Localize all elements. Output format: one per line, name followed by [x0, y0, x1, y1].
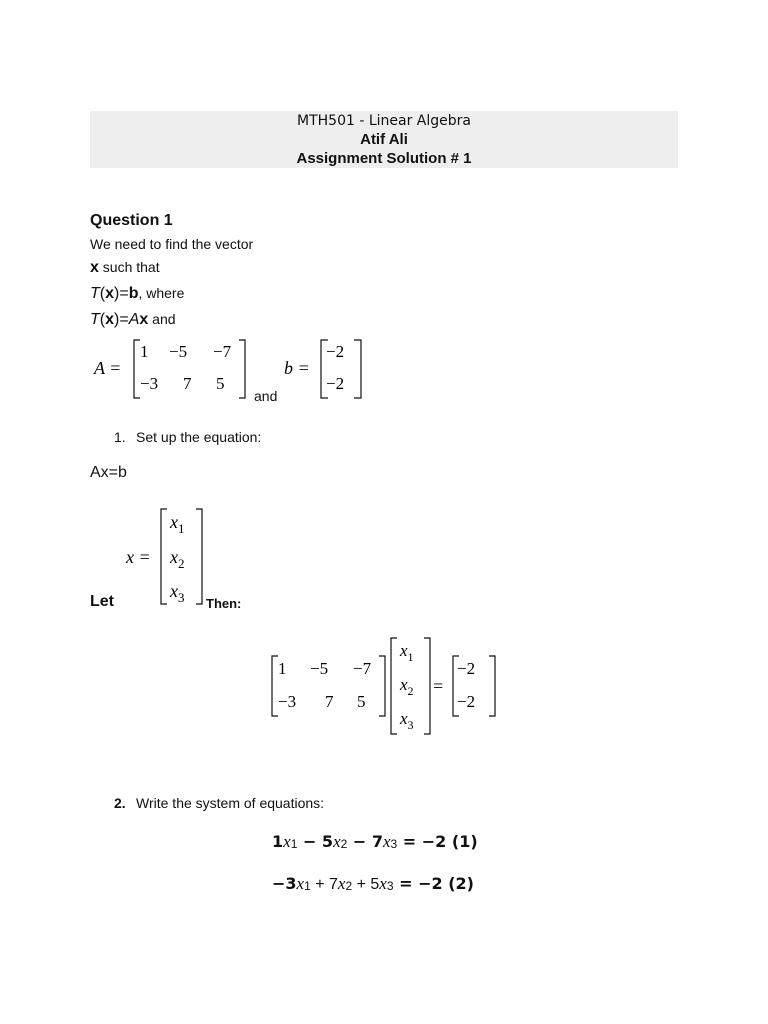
t-of-x-equals-ax-line — [90, 311, 176, 329]
eq-a-cell-1-2: −5 — [310, 659, 329, 678]
eq-vector-b-right-bracket — [489, 656, 495, 716]
eq2-coef-3: + 5 — [352, 876, 380, 893]
eq-x3-entry: $x_3$ — [400, 709, 414, 732]
eq-x1-entry: $x_1$ — [400, 641, 414, 664]
vector-x-definition — [120, 506, 210, 610]
x-symbol: x — [139, 311, 149, 328]
eq1-rhs: = −2 (1) — [397, 832, 478, 851]
rparen-equals: )= — [114, 311, 129, 328]
eq2-var-x: x — [379, 874, 387, 893]
lparen: ( — [99, 285, 106, 302]
assignment-title: Assignment Solution # 1 — [296, 150, 472, 167]
a-cell-1-2: −5 — [169, 342, 188, 361]
eq-b-cell-2: −2 — [457, 692, 476, 711]
eq2-sub-1: 1 — [304, 879, 311, 893]
vector-x-right-bracket — [196, 509, 202, 604]
eq2-sub-2: 2 — [345, 879, 353, 893]
x2-entry: $x_2$ — [170, 547, 185, 571]
lparen: ( — [99, 311, 106, 328]
course-title: MTH501 - Linear Algebra — [297, 113, 471, 129]
a-cell-1-1: 1 — [140, 342, 149, 361]
x-symbol: x — [105, 311, 115, 328]
eq2-rhs: = −2 (2) — [393, 874, 474, 893]
eq-x2-entry: $x_2$ — [400, 675, 414, 698]
eq-a-cell-2-1: −3 — [278, 692, 297, 711]
eq2-sub-3: 3 — [386, 879, 394, 893]
eq2-coef-1: −3 — [272, 874, 297, 893]
eq2-coef-2: + 7 — [310, 876, 338, 893]
x-label: x = — [126, 547, 151, 567]
eq-a-cell-1-3: −7 — [353, 659, 372, 678]
eq1-var-x: x — [382, 832, 391, 851]
eq1-var-x: x — [283, 832, 291, 851]
intro-text: We need to find the vector — [90, 236, 254, 252]
question-title: Question 1 — [90, 212, 173, 229]
a-label: A = — [94, 358, 122, 378]
x-symbol: x — [90, 259, 99, 276]
a-cell-1-3: −7 — [213, 342, 232, 361]
b-cell-2: −2 — [326, 374, 345, 393]
where-text: , where — [138, 285, 185, 301]
matrix-a-right-bracket — [239, 340, 245, 398]
b-label: b = — [284, 358, 310, 378]
eq-a-cell-2-2: 7 — [325, 692, 334, 711]
matrix-equation — [266, 636, 502, 738]
author-name: Atif Ali — [360, 131, 408, 148]
eq2-var-x: x — [337, 874, 346, 893]
b-symbol: b — [128, 285, 139, 302]
eq1-sub-2: 2 — [340, 837, 348, 851]
eq1-coef-2: − 5 — [297, 832, 334, 851]
eq-a-cell-1-1: 1 — [278, 659, 287, 678]
and-text: and — [148, 311, 176, 327]
let-label: Let — [90, 593, 114, 610]
a-cell-2-2: 7 — [183, 374, 192, 393]
eq1-sub-1: 1 — [290, 837, 298, 851]
b-cell-1: −2 — [326, 342, 345, 361]
t-of-x-equals-b-line — [90, 285, 184, 303]
matrix-a-and-b — [88, 336, 378, 402]
system-equation-1 — [272, 832, 478, 852]
eq2-var-x: x — [296, 874, 305, 893]
eq1-coef-1: 1 — [272, 832, 284, 851]
eq-b-cell-1: −2 — [457, 659, 476, 678]
x1-entry: $x_1$ — [170, 512, 185, 536]
eq-a-cell-2-3: 5 — [357, 692, 366, 711]
eq1-coef-3: − 7 — [347, 832, 383, 851]
t-symbol: T — [90, 285, 100, 302]
vector-b-right-bracket — [354, 340, 361, 398]
eq1-sub-3: 3 — [390, 837, 398, 851]
a-symbol: A — [128, 311, 140, 328]
and-after-matrix: and — [254, 388, 278, 404]
such-that-text: such that — [98, 259, 160, 275]
step-2-number: 2. — [114, 795, 126, 811]
a-cell-2-3: 5 — [216, 374, 225, 393]
step-2-text: Write the system of equations: — [136, 795, 325, 811]
eq-matrix-a-right-bracket — [379, 656, 385, 716]
document-header — [90, 111, 678, 168]
x3-entry: $x_3$ — [170, 581, 185, 605]
x-symbol: x — [105, 285, 115, 302]
eq-equals-sign: = — [433, 676, 444, 696]
step-1-text: Set up the equation: — [136, 429, 262, 445]
vector-x-line — [90, 259, 160, 277]
then-label: Then: — [206, 596, 242, 611]
step-1-number: 1. — [114, 429, 126, 445]
a-cell-2-1: −3 — [140, 374, 159, 393]
equation-ax-b: Ax=b — [90, 464, 127, 481]
eq-vector-x-right-bracket — [424, 638, 430, 734]
vector-x-left-bracket — [161, 509, 167, 604]
system-equation-2 — [272, 874, 474, 894]
eq-vector-x-left-bracket — [391, 638, 397, 734]
rparen-equals: )= — [114, 285, 129, 302]
eq1-var-x: x — [333, 832, 341, 851]
t-symbol: T — [90, 311, 100, 328]
